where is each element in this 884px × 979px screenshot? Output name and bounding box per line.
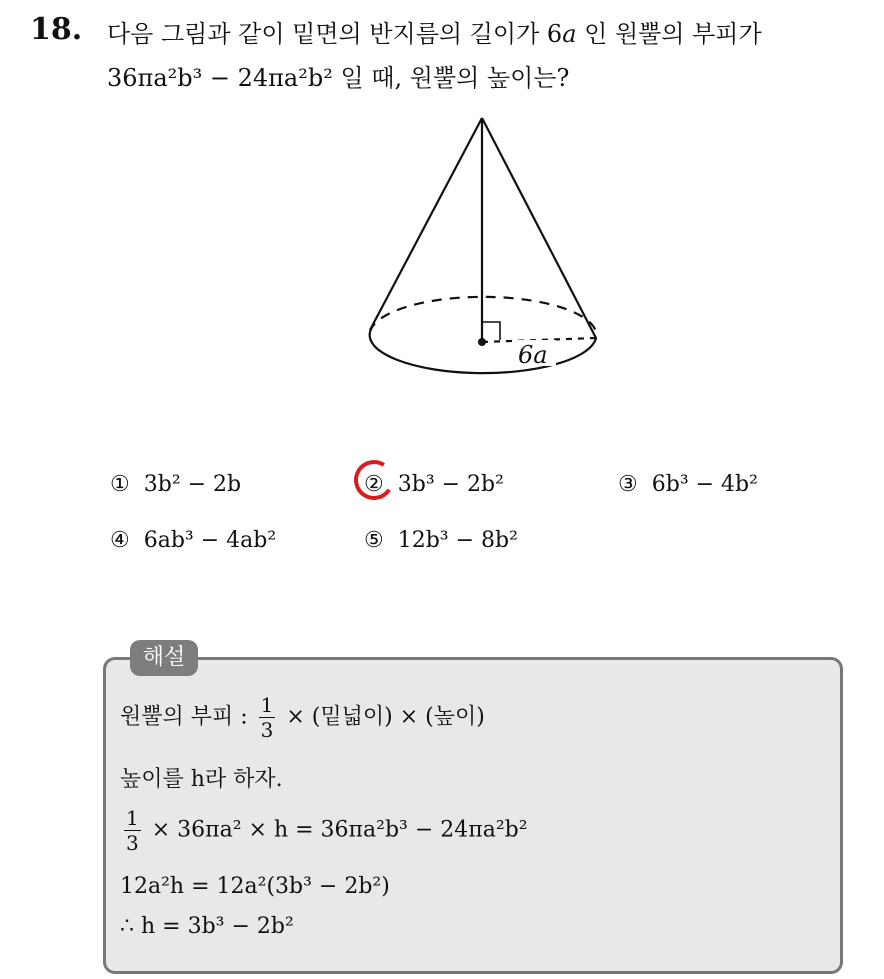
choice-number: ② bbox=[364, 472, 384, 497]
solution-line-4: 12a²h = 12a²(3b³ − 2b²) bbox=[120, 874, 390, 899]
cone-side-right bbox=[482, 118, 596, 338]
radius-value: 6 bbox=[546, 20, 563, 48]
solution-text: 원뿔의 부피 : bbox=[120, 704, 255, 730]
question-number: 18. bbox=[30, 12, 83, 47]
fraction-denominator: 3 bbox=[126, 831, 139, 855]
choice-text: 6b³ − 4b² bbox=[651, 472, 758, 497]
choice-3[interactable] bbox=[618, 472, 758, 497]
fraction-one-third bbox=[124, 806, 141, 855]
fraction-denominator: 3 bbox=[260, 718, 274, 742]
question-text-part: 인 원뿔의 부피가 bbox=[576, 20, 762, 48]
choice-1[interactable] bbox=[110, 472, 241, 497]
volume-expression: 36πa²b³ − 24πa²b² bbox=[107, 64, 333, 92]
fraction-numerator: 1 bbox=[126, 806, 139, 830]
choice-text: 6ab³ − 4ab² bbox=[143, 528, 277, 553]
solution-line-5: ∴ h = 3b³ − 2b² bbox=[120, 914, 294, 939]
radius-variable: a bbox=[562, 20, 577, 48]
fraction-numerator: 1 bbox=[260, 693, 274, 717]
choice-5[interactable] bbox=[364, 528, 518, 553]
choice-4[interactable] bbox=[110, 528, 276, 553]
choice-text: 12b³ − 8b² bbox=[397, 528, 518, 553]
choice-text: 3b³ − 2b² bbox=[397, 472, 504, 497]
solution-text: × (밑넓이) × (높이) bbox=[279, 704, 485, 730]
cone-figure bbox=[350, 110, 610, 390]
question-text-line1 bbox=[107, 14, 762, 49]
solution-line-1 bbox=[120, 693, 485, 742]
choice-number: ⑤ bbox=[364, 528, 384, 553]
cone-side-left bbox=[370, 118, 482, 330]
base-center-point bbox=[478, 338, 486, 346]
solution-line-2: 높이를 h라 하자. bbox=[120, 767, 283, 792]
fraction-one-third bbox=[259, 693, 276, 742]
choice-number: ① bbox=[110, 472, 130, 497]
question-text-line2 bbox=[107, 58, 569, 93]
base-back-arc bbox=[370, 297, 596, 338]
solution-tag: 해설 bbox=[130, 640, 198, 676]
question-text-part: 다음 그림과 같이 밑면의 반지름의 길이가 bbox=[107, 20, 547, 48]
question-text-part: 일 때, 원뿔의 높이는? bbox=[332, 64, 570, 92]
choice-number: ④ bbox=[110, 528, 130, 553]
radius-label: 6a bbox=[518, 341, 548, 369]
solution-text: × 36πa² × h = 36πa²b³ − 24πa²b² bbox=[144, 817, 528, 843]
right-angle-mark bbox=[482, 322, 500, 340]
solution-line-3 bbox=[120, 806, 528, 855]
choice-text: 3b² − 2b bbox=[143, 472, 242, 497]
choice-number: ③ bbox=[618, 472, 638, 497]
